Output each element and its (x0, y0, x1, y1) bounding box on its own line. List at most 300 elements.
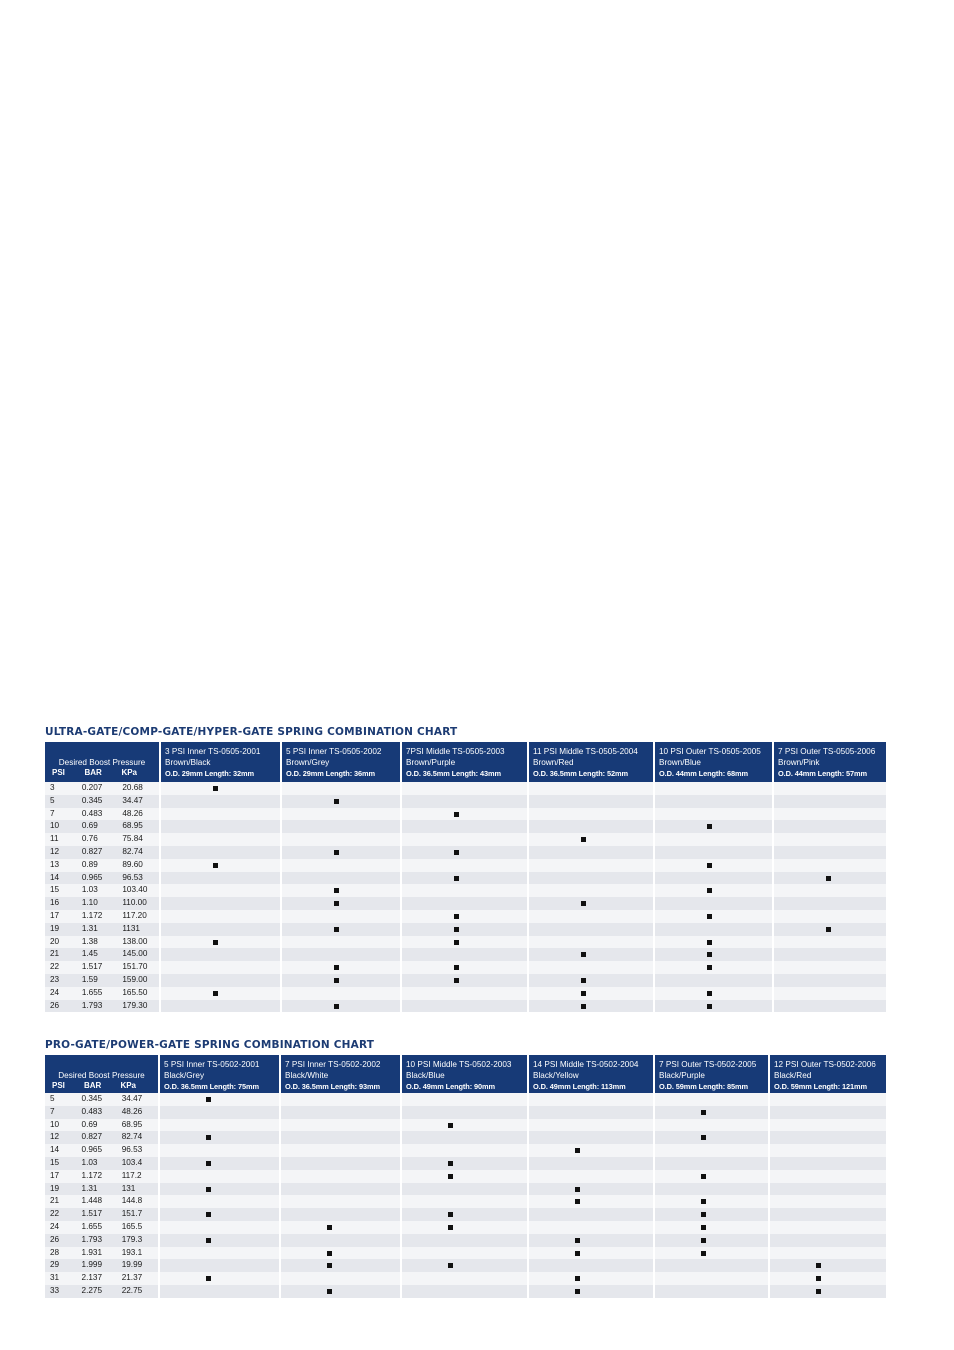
pressure-values (45, 1259, 159, 1272)
spring-cell (160, 782, 281, 795)
pressure-values (45, 1285, 159, 1298)
spring-color: Black/Purple (659, 1071, 705, 1080)
table-row (45, 987, 886, 1000)
pressure-values (45, 1208, 159, 1221)
spring-cell (280, 1106, 401, 1119)
psi-value: 13 (50, 859, 60, 869)
spring-cell (773, 961, 886, 974)
spring-cell (528, 782, 654, 795)
spring-cell (773, 859, 886, 872)
spring-cell (160, 961, 281, 974)
spring-selected-marker (334, 978, 339, 983)
spring-selected-marker (707, 940, 712, 945)
spring-cell (654, 1259, 769, 1272)
psi-value: 12 (50, 846, 60, 856)
table-row (45, 820, 886, 833)
spring-cell (528, 1234, 654, 1247)
kpa-value: 110.00 (122, 898, 147, 908)
pressure-values (45, 833, 160, 846)
spring-dimensions: O.D. 44mm Length: 68mm (659, 769, 748, 778)
spring-color: Brown/Blue (659, 758, 701, 767)
bar-value: 1.517 (81, 962, 103, 972)
chart-title: ULTRA-GATE/COMP-GATE/HYPER-GATE SPRING COMBINATION CHART (45, 726, 458, 738)
spring-color: Brown/Black (165, 758, 211, 767)
pressure-values (45, 1093, 159, 1106)
spring-header (160, 742, 281, 782)
psi-value: 20 (50, 936, 60, 946)
spring-selected-marker (213, 863, 218, 868)
spring-selected-marker (707, 965, 712, 970)
spring-cell (401, 795, 528, 808)
table-row (45, 923, 886, 936)
spring-dimensions: O.D. 59mm Length: 121mm (774, 1082, 867, 1091)
spring-color: Brown/Pink (778, 758, 820, 767)
pressure-values (45, 987, 160, 1000)
psi-value: 16 (50, 898, 60, 908)
spring-cell (528, 1106, 654, 1119)
spring-cell (773, 795, 886, 808)
spring-cell (528, 1131, 654, 1144)
kpa-value: 103.40 (122, 885, 148, 895)
spring-selected-marker (334, 965, 339, 970)
table-row (45, 936, 886, 949)
kpa-value: 82.74 (121, 1132, 143, 1142)
spring-cell (654, 846, 773, 859)
spring-dimensions: O.D. 29mm Length: 36mm (286, 769, 375, 778)
spring-cell (528, 872, 654, 885)
table-row (45, 1234, 886, 1247)
psi-value: 22 (50, 962, 60, 972)
spring-selected-marker (707, 1004, 712, 1009)
spring-rating: 14 PSI Middle TS-0502-2004 (533, 1060, 639, 1069)
spring-cell (401, 948, 528, 961)
bar-value: 2.275 (81, 1285, 103, 1295)
spring-cell (769, 1093, 886, 1106)
spring-cell (528, 948, 654, 961)
spring-cell (160, 808, 281, 821)
spring-selected-marker (206, 1276, 211, 1281)
spring-combination-table (45, 1055, 886, 1298)
spring-dimensions: O.D. 59mm Length: 85mm (659, 1082, 748, 1091)
spring-selected-marker (575, 1187, 580, 1192)
spring-cell (654, 808, 773, 821)
spring-selected-marker (454, 876, 459, 881)
spring-dimensions: O.D. 44mm Length: 57mm (778, 769, 867, 778)
spring-selected-marker (448, 1212, 453, 1217)
spring-rating: 10 PSI Outer TS-0505-2005 (659, 747, 761, 756)
spring-cell (769, 1106, 886, 1119)
spring-cell (773, 974, 886, 987)
psi-value: 24 (50, 1221, 60, 1231)
psi-value: 10 (50, 1119, 60, 1129)
spring-cell (280, 1234, 401, 1247)
spring-selected-marker (213, 786, 218, 791)
spring-selected-marker (816, 1289, 821, 1294)
spring-selected-marker (334, 1004, 339, 1009)
bar-value: 0.483 (81, 808, 103, 818)
spring-dimensions: O.D. 36.5mm Length: 43mm (406, 769, 501, 778)
spring-header (159, 1055, 280, 1093)
spring-cell (281, 961, 401, 974)
spring-cell (654, 872, 773, 885)
bar-value: 1.517 (81, 1209, 103, 1219)
spring-selected-marker (701, 1174, 706, 1179)
spring-cell (654, 1221, 769, 1234)
spring-cell (160, 948, 281, 961)
kpa-header: KPa (121, 768, 137, 777)
psi-value: 17 (50, 910, 60, 920)
spring-selected-marker (327, 1251, 332, 1256)
spring-header (401, 1055, 528, 1093)
spring-rating: 12 PSI Outer TS-0502-2006 (774, 1060, 876, 1069)
psi-value: 26 (50, 1000, 60, 1010)
spring-selected-marker (454, 940, 459, 945)
spring-dimensions: O.D. 49mm Length: 113mm (533, 1082, 626, 1091)
spring-selected-marker (701, 1251, 706, 1256)
spring-selected-marker (816, 1276, 821, 1281)
spring-cell (654, 782, 773, 795)
spring-cell (401, 1259, 528, 1272)
bar-value: 0.69 (81, 821, 98, 831)
spring-cell (159, 1183, 280, 1196)
spring-cell (773, 872, 886, 885)
spring-cell (281, 910, 401, 923)
psi-value: 10 (50, 821, 60, 831)
psi-value: 14 (50, 872, 60, 882)
bar-value: 1.10 (81, 898, 98, 908)
psi-value: 17 (50, 1170, 60, 1180)
psi-value: 21 (50, 1196, 60, 1206)
spring-cell (401, 1208, 528, 1221)
pressure-values (45, 1234, 159, 1247)
table-row (45, 859, 886, 872)
spring-header (401, 742, 528, 782)
spring-cell (280, 1221, 401, 1234)
spring-cell (769, 1195, 886, 1208)
spring-selected-marker (701, 1225, 706, 1230)
spring-cell (281, 808, 401, 821)
spring-selected-marker (206, 1161, 211, 1166)
pressure-values (45, 936, 160, 949)
spring-cell (773, 910, 886, 923)
bar-value: 0.345 (81, 1094, 103, 1103)
chart-title: PRO-GATE/POWER-GATE SPRING COMBINATION CHART (45, 1039, 375, 1051)
spring-cell (401, 1106, 528, 1119)
pressure-values (45, 897, 160, 910)
psi-value: 15 (50, 885, 60, 895)
spring-cell (401, 1000, 528, 1013)
spring-cell (769, 1272, 886, 1285)
spring-cell (528, 1285, 654, 1298)
spring-cell (280, 1144, 401, 1157)
spring-cell (401, 1234, 528, 1247)
psi-value: 23 (50, 974, 60, 984)
table-row (45, 897, 886, 910)
pressure-values (45, 1106, 159, 1119)
bar-value: 1.59 (81, 974, 98, 984)
spring-selected-marker (826, 927, 831, 932)
kpa-value: 151.70 (122, 962, 148, 972)
pressure-values (45, 1000, 160, 1013)
spring-cell (654, 974, 773, 987)
spring-selected-marker (816, 1263, 821, 1268)
table-row (45, 1195, 886, 1208)
spring-cell (528, 1195, 654, 1208)
spring-cell (773, 846, 886, 859)
spring-selected-marker (826, 876, 831, 881)
spring-rating: 5 PSI Inner TS-0505-2002 (286, 747, 382, 756)
kpa-value: 151.7 (121, 1209, 143, 1219)
spring-cell (654, 1183, 769, 1196)
bar-value: 0.827 (81, 1132, 103, 1142)
spring-cell (654, 987, 773, 1000)
kpa-value: 82.74 (122, 846, 143, 856)
pressure-values (45, 910, 160, 923)
spring-cell (528, 1157, 654, 1170)
spring-cell (160, 897, 281, 910)
spring-cell (159, 1195, 280, 1208)
spring-selected-marker (707, 952, 712, 957)
spring-cell (528, 1144, 654, 1157)
spring-selected-marker (206, 1097, 211, 1102)
spring-cell (280, 1157, 401, 1170)
spring-cell (160, 859, 281, 872)
spring-cell (654, 961, 773, 974)
spring-cell (773, 897, 886, 910)
psi-value: 5 (50, 795, 55, 805)
spring-cell (401, 872, 528, 885)
spring-selected-marker (575, 1238, 580, 1243)
spring-selected-marker (454, 927, 459, 932)
spring-selected-marker (448, 1174, 453, 1179)
spring-cell (528, 833, 654, 846)
spring-color: Brown/Purple (406, 758, 456, 767)
kpa-value: 96.53 (121, 1145, 143, 1155)
spring-cell (401, 1093, 528, 1106)
spring-cell (528, 859, 654, 872)
bar-value: 1.03 (81, 885, 98, 895)
table-row (45, 795, 886, 808)
psi-value: 3 (50, 783, 55, 792)
kpa-value: 1131 (122, 923, 140, 933)
kpa-value: 165.5 (121, 1221, 143, 1231)
spring-cell (401, 987, 528, 1000)
bar-value: 0.483 (81, 1106, 103, 1116)
spring-cell (769, 1170, 886, 1183)
spring-cell (654, 1119, 769, 1132)
spring-cell (654, 859, 773, 872)
spring-selected-marker (454, 914, 459, 919)
spring-cell (280, 1208, 401, 1221)
spring-cell (654, 1093, 769, 1106)
spring-color: Black/Yellow (533, 1071, 579, 1080)
pressure-values (45, 974, 160, 987)
kpa-value: 117.2 (121, 1170, 142, 1180)
spring-cell (769, 1119, 886, 1132)
spring-cell (401, 897, 528, 910)
spring-cell (160, 846, 281, 859)
spring-cell (401, 936, 528, 949)
spring-cell (401, 846, 528, 859)
bar-value: 1.931 (81, 1247, 103, 1257)
kpa-value: 144.8 (121, 1196, 143, 1206)
spring-selected-marker (707, 991, 712, 996)
kpa-value: 22.75 (121, 1285, 143, 1295)
spring-cell (528, 1247, 654, 1260)
spring-cell (401, 1221, 528, 1234)
spring-cell (160, 910, 281, 923)
table-row (45, 1247, 886, 1260)
spring-cell (773, 923, 886, 936)
spring-selected-marker (327, 1263, 332, 1268)
pressure-values (45, 1144, 159, 1157)
psi-value: 19 (50, 1183, 60, 1193)
spring-selected-marker (327, 1289, 332, 1294)
bar-value: 2.137 (81, 1273, 103, 1283)
spring-cell (528, 961, 654, 974)
spring-selected-marker (707, 824, 712, 829)
spring-cell (769, 1285, 886, 1298)
spring-cell (159, 1106, 280, 1119)
table-row (45, 1131, 886, 1144)
spring-cell (654, 1131, 769, 1144)
spring-selected-marker (334, 901, 339, 906)
bar-value: 1.172 (81, 910, 103, 920)
spring-cell (160, 1000, 281, 1013)
pressure-values (45, 795, 160, 808)
table-row (45, 1170, 886, 1183)
psi-value: 11 (50, 834, 59, 844)
spring-cell (528, 1208, 654, 1221)
spring-cell (159, 1234, 280, 1247)
bar-value: 0.827 (81, 846, 103, 856)
spring-cell (280, 1272, 401, 1285)
table-row (45, 974, 886, 987)
spring-cell (401, 1119, 528, 1132)
table-row (45, 1144, 886, 1157)
spring-cell (654, 897, 773, 910)
bar-value: 0.965 (81, 872, 103, 882)
spring-cell (654, 795, 773, 808)
kpa-value: 179.30 (122, 1000, 148, 1010)
kpa-value: 68.95 (122, 821, 143, 831)
spring-cell (160, 936, 281, 949)
bar-value: 1.03 (81, 1157, 98, 1167)
spring-color: Black/Red (774, 1071, 812, 1080)
spring-cell (281, 1000, 401, 1013)
spring-cell (281, 846, 401, 859)
pressure-values (45, 782, 160, 795)
spring-cell (159, 1144, 280, 1157)
pressure-values (45, 1131, 159, 1144)
kpa-value: 159.00 (122, 974, 148, 984)
spring-selected-marker (448, 1123, 453, 1128)
spring-cell (654, 1285, 769, 1298)
spring-cell (401, 1144, 528, 1157)
table-row (45, 833, 886, 846)
spring-cell (773, 808, 886, 821)
kpa-value: 21.37 (121, 1273, 143, 1283)
spring-selected-marker (213, 991, 218, 996)
spring-color: Brown/Grey (286, 758, 330, 767)
spring-cell (159, 1259, 280, 1272)
kpa-value: 20.68 (122, 783, 143, 792)
spring-header (654, 742, 773, 782)
spring-selected-marker (701, 1135, 706, 1140)
spring-dimensions: O.D. 36.5mm Length: 93mm (285, 1082, 380, 1091)
chart-section-ultra-gate (45, 726, 886, 1012)
spring-cell (401, 1285, 528, 1298)
spring-rating: 11 PSI Middle TS-0505-2004 (533, 747, 638, 756)
psi-value: 19 (50, 923, 60, 933)
psi-value: 21 (50, 949, 60, 959)
spring-cell (528, 987, 654, 1000)
spring-cell (280, 1247, 401, 1260)
psi-value: 28 (50, 1247, 60, 1257)
pressure-values (45, 1272, 159, 1285)
psi-value: 14 (50, 1145, 60, 1155)
spring-cell (281, 923, 401, 936)
spring-cell (160, 884, 281, 897)
kpa-value: 75.84 (122, 834, 143, 844)
table-row (45, 808, 886, 821)
spring-selected-marker (581, 978, 586, 983)
spring-cell (528, 936, 654, 949)
spring-rating: 7PSI Middle TS-0505-2003 (406, 747, 505, 756)
spring-cell (528, 1259, 654, 1272)
spring-cell (401, 1247, 528, 1260)
spring-cell (773, 833, 886, 846)
spring-selected-marker (206, 1238, 211, 1243)
bar-header: BAR (84, 768, 102, 777)
table-row (45, 910, 886, 923)
spring-header (281, 742, 401, 782)
spring-selected-marker (575, 1251, 580, 1256)
spring-selected-marker (575, 1289, 580, 1294)
pressure-values (45, 820, 160, 833)
kpa-value: 103.4 (121, 1157, 143, 1167)
spring-cell (654, 1247, 769, 1260)
spring-cell (280, 1119, 401, 1132)
spring-cell (654, 1170, 769, 1183)
table-row (45, 1000, 886, 1013)
spring-cell (401, 974, 528, 987)
pressure-values (45, 846, 160, 859)
kpa-value: 117.20 (122, 910, 147, 920)
bar-value: 1.31 (81, 923, 98, 933)
spring-cell (773, 782, 886, 795)
spring-dimensions: O.D. 36.5mm Length: 52mm (533, 769, 628, 778)
spring-selected-marker (701, 1212, 706, 1217)
spring-combination-table (45, 742, 886, 1012)
spring-rating: 10 PSI Middle TS-0502-2003 (406, 1060, 512, 1069)
spring-cell (654, 936, 773, 949)
spring-cell (401, 820, 528, 833)
spring-cell (769, 1183, 886, 1196)
spring-selected-marker (707, 914, 712, 919)
table-row (45, 872, 886, 885)
spring-cell (160, 795, 281, 808)
bar-value: 0.965 (81, 1145, 103, 1155)
spring-selected-marker (701, 1199, 706, 1204)
spring-cell (654, 1106, 769, 1119)
spring-cell (159, 1247, 280, 1260)
spring-cell (654, 1195, 769, 1208)
table-row (45, 782, 886, 795)
table-row (45, 1259, 886, 1272)
psi-value: 5 (50, 1094, 55, 1103)
bar-value: 1.793 (81, 1000, 103, 1010)
